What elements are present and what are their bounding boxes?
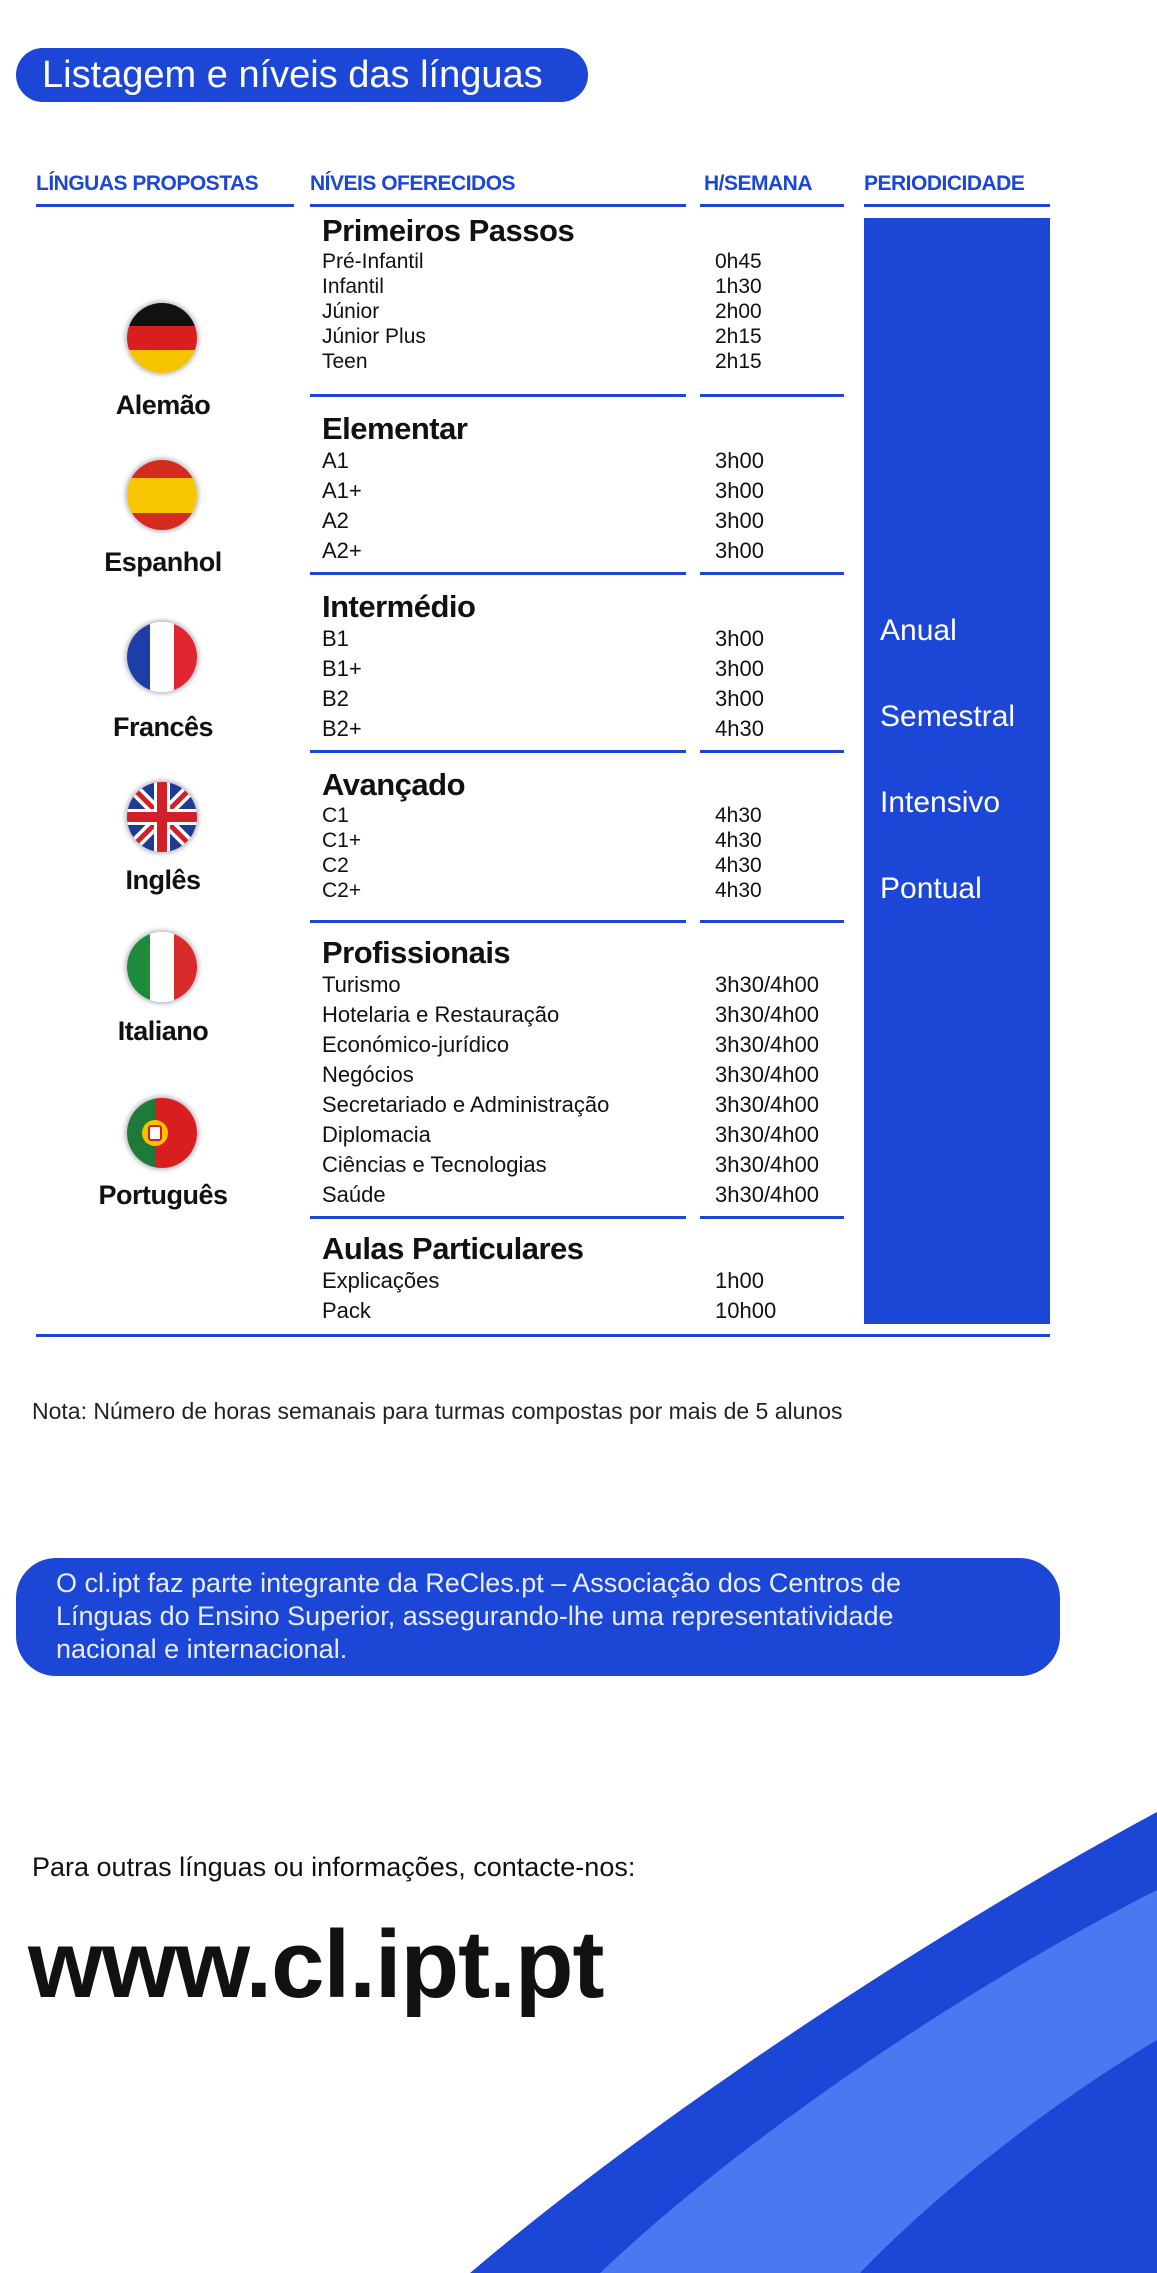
group-title: Primeiros Passos [322,213,575,248]
level-name: Turismo [322,972,401,997]
level-name: Teen [322,350,368,373]
level-hours: 4h30 [715,879,762,902]
level-name: Ciências e Tecnologias [322,1152,547,1177]
level-row [322,508,842,538]
group-divider [310,572,686,575]
level-row [322,879,842,904]
level-name: Infantil [322,275,384,298]
level-name: Negócios [322,1062,414,1087]
group-divider [310,394,686,397]
level-hours: 3h30/4h00 [715,1152,819,1177]
level-row [322,804,842,829]
column-header-languages: LÍNGUAS PROPOSTAS [36,172,259,195]
level-row [322,686,842,716]
table-bottom-divider [36,1334,1050,1337]
column-header-divider [700,204,844,207]
level-row [322,854,842,879]
level-name: B2+ [322,716,362,741]
level-hours: 3h00 [715,538,764,563]
group-divider [310,920,686,923]
level-row [322,478,842,508]
level-hours: 3h30/4h00 [715,1002,819,1027]
level-row [322,829,842,854]
level-row [322,448,842,478]
level-name: A1+ [322,478,362,503]
level-row [322,300,842,325]
group-divider [310,750,686,753]
group-divider [310,1216,686,1219]
level-name: Pack [322,1298,371,1323]
level-group-elementar [322,410,842,568]
website-url[interactable]: www.cl.ipt.pt [28,1911,604,2018]
language-name: Português [98,1180,228,1210]
level-hours: 3h00 [715,508,764,533]
germany-flag-icon [127,303,197,373]
level-hours: 3h30/4h00 [715,1182,819,1207]
periodicity-panel [864,218,1050,1324]
language-name: Italiano [117,1016,209,1046]
level-group-profissionais [322,934,842,1212]
level-name: Saúde [322,1182,386,1207]
france-flag-icon [127,622,197,692]
level-row [322,1062,842,1092]
level-row [322,1002,842,1032]
language-name: Espanhol [104,547,222,577]
uk-flag-icon [127,782,197,852]
level-row [322,1122,842,1152]
portugal-flag-icon [127,1098,197,1168]
level-hours: 3h30/4h00 [715,972,819,997]
column-header-levels: NÍVEIS OFERECIDOS [310,172,516,195]
level-hours: 2h00 [715,300,762,323]
level-row [322,325,842,350]
level-hours: 3h00 [715,448,764,473]
column-header-divider [36,204,294,207]
level-row [322,1032,842,1062]
spain-flag-icon [127,460,197,530]
level-name: Júnior [322,300,380,323]
group-title: Avançado [322,767,466,802]
group-title: Profissionais [322,935,511,970]
level-hours: 3h00 [715,626,764,651]
group-divider [700,920,844,923]
level-row [322,716,842,746]
level-hours: 3h00 [715,656,764,681]
level-name: Pré-Infantil [322,250,424,273]
level-name: B1+ [322,656,362,681]
level-hours: 3h30/4h00 [715,1032,819,1057]
level-name: B2 [322,686,349,711]
level-hours: 3h30/4h00 [715,1122,819,1147]
level-name: A1 [322,448,349,473]
periodicity-item: Semestral [880,700,1016,733]
level-name: A2 [322,508,349,533]
column-header-divider [310,204,686,207]
level-name: Económico-jurídico [322,1032,510,1057]
level-group-intermedio [322,588,842,746]
level-row [322,250,842,275]
level-name: C2+ [322,879,362,902]
level-hours: 3h30/4h00 [715,1062,819,1087]
level-group-primeiros-passos [322,212,842,375]
periodicity-item: Anual [880,614,957,647]
language-name: Alemão [115,390,211,420]
level-name: Explicações [322,1268,440,1293]
contact-text: Para outras línguas ou informações, contacte-nos: [32,1852,636,1882]
periodicity-item: Intensivo [880,786,1001,819]
level-name: Secretariado e Administração [322,1092,610,1117]
group-divider [700,572,844,575]
column-header-periodicity: PERIODICIDADE [864,172,1025,195]
level-row [322,1298,842,1328]
level-row [322,1182,842,1212]
banner-line: Línguas do Ensino Superior, assegurando-lhe uma representatividade [56,1601,894,1631]
level-group-aulas-particulares [322,1230,842,1328]
group-divider [700,394,844,397]
level-group-avancado [322,766,842,904]
level-name: Diplomacia [322,1122,431,1147]
level-hours: 4h30 [715,829,762,852]
level-name: C1+ [322,829,362,852]
level-name: C1 [322,804,349,827]
group-title: Elementar [322,411,468,446]
level-hours: 1h00 [715,1268,764,1293]
level-hours: 4h30 [715,854,762,877]
recles-info-banner [16,1558,1060,1676]
footnote: Nota: Número de horas semanais para turmas compostas por mais de 5 alunos [32,1398,843,1424]
level-name: B1 [322,626,349,651]
level-name: Hotelaria e Restauração [322,1002,560,1027]
column-header-hours: H/SEMANA [704,172,813,195]
level-row [322,1152,842,1182]
level-hours: 3h00 [715,478,764,503]
banner-line: O cl.ipt faz parte integrante da ReCles.pt – Associação dos Centros de [56,1568,901,1598]
group-title: Intermédio [322,589,476,624]
group-divider [700,1216,844,1219]
level-hours: 3h30/4h00 [715,1092,819,1117]
level-name: C2 [322,854,349,877]
level-hours: 3h00 [715,686,764,711]
level-hours: 10h00 [715,1298,777,1323]
level-hours: 2h15 [715,350,762,373]
level-row [322,972,842,1002]
level-row [322,538,842,568]
group-title: Aulas Particulares [322,1231,584,1266]
level-hours: 0h45 [715,250,762,273]
page-title: Listagem e níveis das línguas [16,48,588,102]
periodicity-item: Pontual [880,872,982,905]
level-row [322,626,842,656]
level-hours: 4h30 [715,804,762,827]
level-hours: 4h30 [715,716,764,741]
level-row [322,1268,842,1298]
group-divider [700,750,844,753]
level-name: Júnior Plus [322,325,426,348]
level-hours: 2h15 [715,325,762,348]
language-name: Inglês [125,865,201,895]
column-header-divider [864,204,1050,207]
level-row [322,1092,842,1122]
italy-flag-icon [127,932,197,1002]
level-row [322,656,842,686]
level-row [322,350,842,375]
level-row [322,275,842,300]
banner-line: nacional e internacional. [56,1634,348,1664]
language-name: Francês [112,712,214,742]
level-hours: 1h30 [715,275,762,298]
level-name: A2+ [322,538,362,563]
